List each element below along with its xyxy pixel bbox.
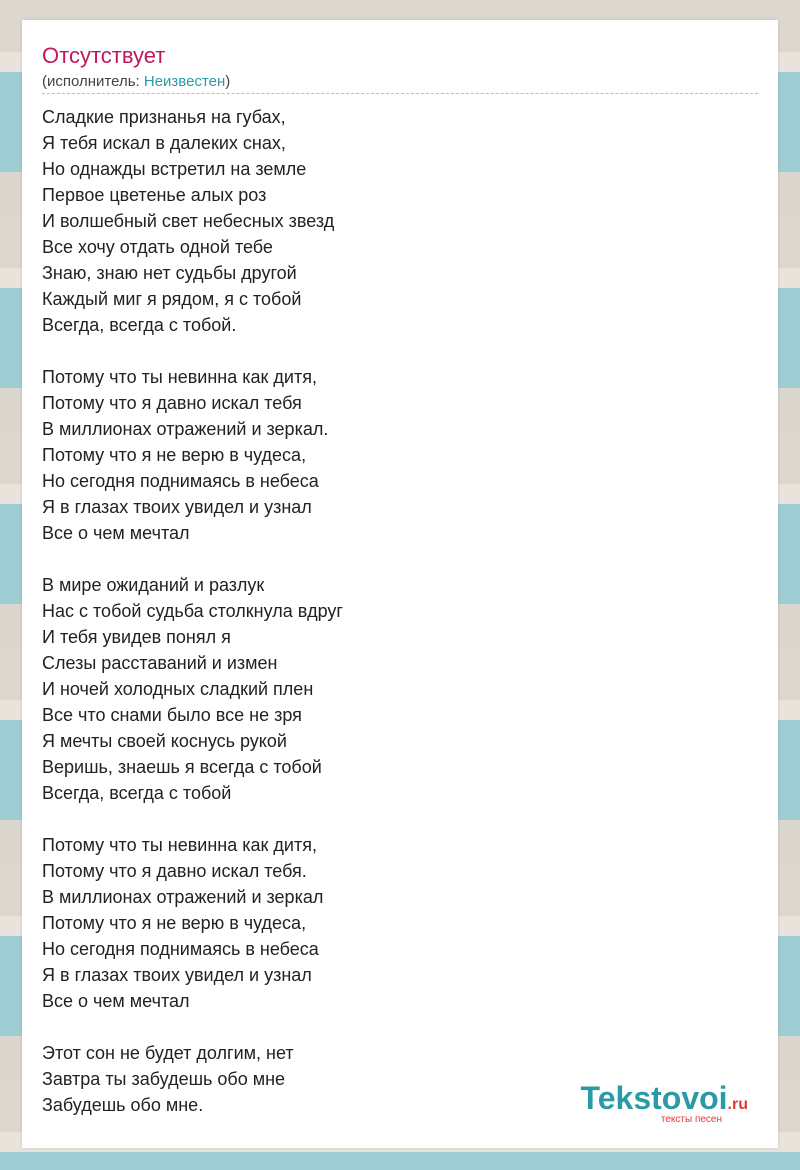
lyrics-line: Потому что я давно искал тебя.	[42, 861, 307, 881]
lyrics-line: Этот сон не будет долгим, нет	[42, 1043, 294, 1063]
lyrics-stanza	[42, 572, 758, 806]
lyrics-line: Все о чем мечтал	[42, 991, 190, 1011]
lyrics-line: Но сегодня поднимаясь в небеса	[42, 471, 319, 491]
lyrics-line: Первое цветенье алых роз	[42, 185, 267, 205]
artist-line	[42, 72, 230, 92]
lyrics-line: В мире ожиданий и разлук	[42, 575, 265, 595]
lyrics-line: И волшебный свет небесных звезд	[42, 211, 335, 231]
lyrics-line: Каждый миг я рядом, я с тобой	[42, 289, 302, 309]
lyrics-line: Веришь, знаешь я всегда с тобой	[42, 757, 322, 777]
lyrics-stanza	[42, 104, 758, 338]
logo-text: Tekstovoi	[580, 1080, 728, 1116]
lyrics-line: Я в глазах твоих увидел и узнал	[42, 497, 312, 517]
lyrics-line: Нас с тобой судьба столкнула вдруг	[42, 601, 343, 621]
lyrics-line: В миллионах отражений и зеркал.	[42, 419, 329, 439]
lyrics-line: Потому что я давно искал тебя	[42, 393, 302, 413]
lyrics-line: Я в глазах твоих увидел и узнал	[42, 965, 312, 985]
site-logo[interactable]	[581, 1082, 748, 1126]
lyrics-line: Всегда, всегда с тобой.	[42, 315, 237, 335]
lyrics-body	[42, 104, 758, 1144]
artist-link[interactable]: Неизвестен	[143, 73, 226, 90]
song-title: Отсутствует	[42, 43, 166, 68]
lyrics-line: Завтра ты забудешь обо мне	[42, 1069, 286, 1089]
lyrics-card	[22, 20, 778, 1148]
header-divider	[42, 93, 758, 94]
lyrics-line: Забудешь обо мне.	[42, 1095, 204, 1115]
lyrics-line: Потому что ты невинна как дитя,	[42, 367, 317, 387]
lyrics-line: Но однажды встретил на земле	[42, 159, 307, 179]
lyrics-line: И тебя увидев понял я	[42, 627, 231, 647]
lyrics-line: Потому что ты невинна как дитя,	[42, 835, 317, 855]
artist-suffix: )	[225, 73, 231, 90]
lyrics-line: Слезы расставаний и измен	[42, 653, 278, 673]
lyrics-line: Потому что я не верю в чудеса,	[42, 913, 307, 933]
lyrics-stanza	[42, 364, 758, 546]
lyrics-line: И ночей холодных сладкий плен	[42, 679, 314, 699]
lyrics-line: Все о чем мечтал	[42, 523, 190, 543]
lyrics-line: Я тебя искал в далеких снах,	[42, 133, 286, 153]
lyrics-line: Всегда, всегда с тобой	[42, 783, 232, 803]
lyrics-line: Я мечты своей коснусь рукой	[42, 731, 287, 751]
lyrics-line: Потому что я не верю в чудеса,	[42, 445, 307, 465]
logo-subtitle: тексты песен	[660, 1114, 722, 1125]
lyrics-line: В миллионах отражений и зеркал	[42, 887, 324, 907]
lyrics-line: Сладкие признанья на губах,	[42, 107, 286, 127]
lyrics-line: Все что снами было все не зря	[42, 705, 302, 725]
artist-prefix: (исполнитель:	[42, 73, 144, 90]
lyrics-stanza	[42, 832, 758, 1014]
logo-tld: .ru	[727, 1096, 748, 1113]
lyrics-line: Но сегодня поднимаясь в небеса	[42, 939, 319, 959]
lyrics-line: Все хочу отдать одной тебе	[42, 237, 273, 257]
lyrics-line: Знаю, знаю нет судьбы другой	[42, 263, 297, 283]
